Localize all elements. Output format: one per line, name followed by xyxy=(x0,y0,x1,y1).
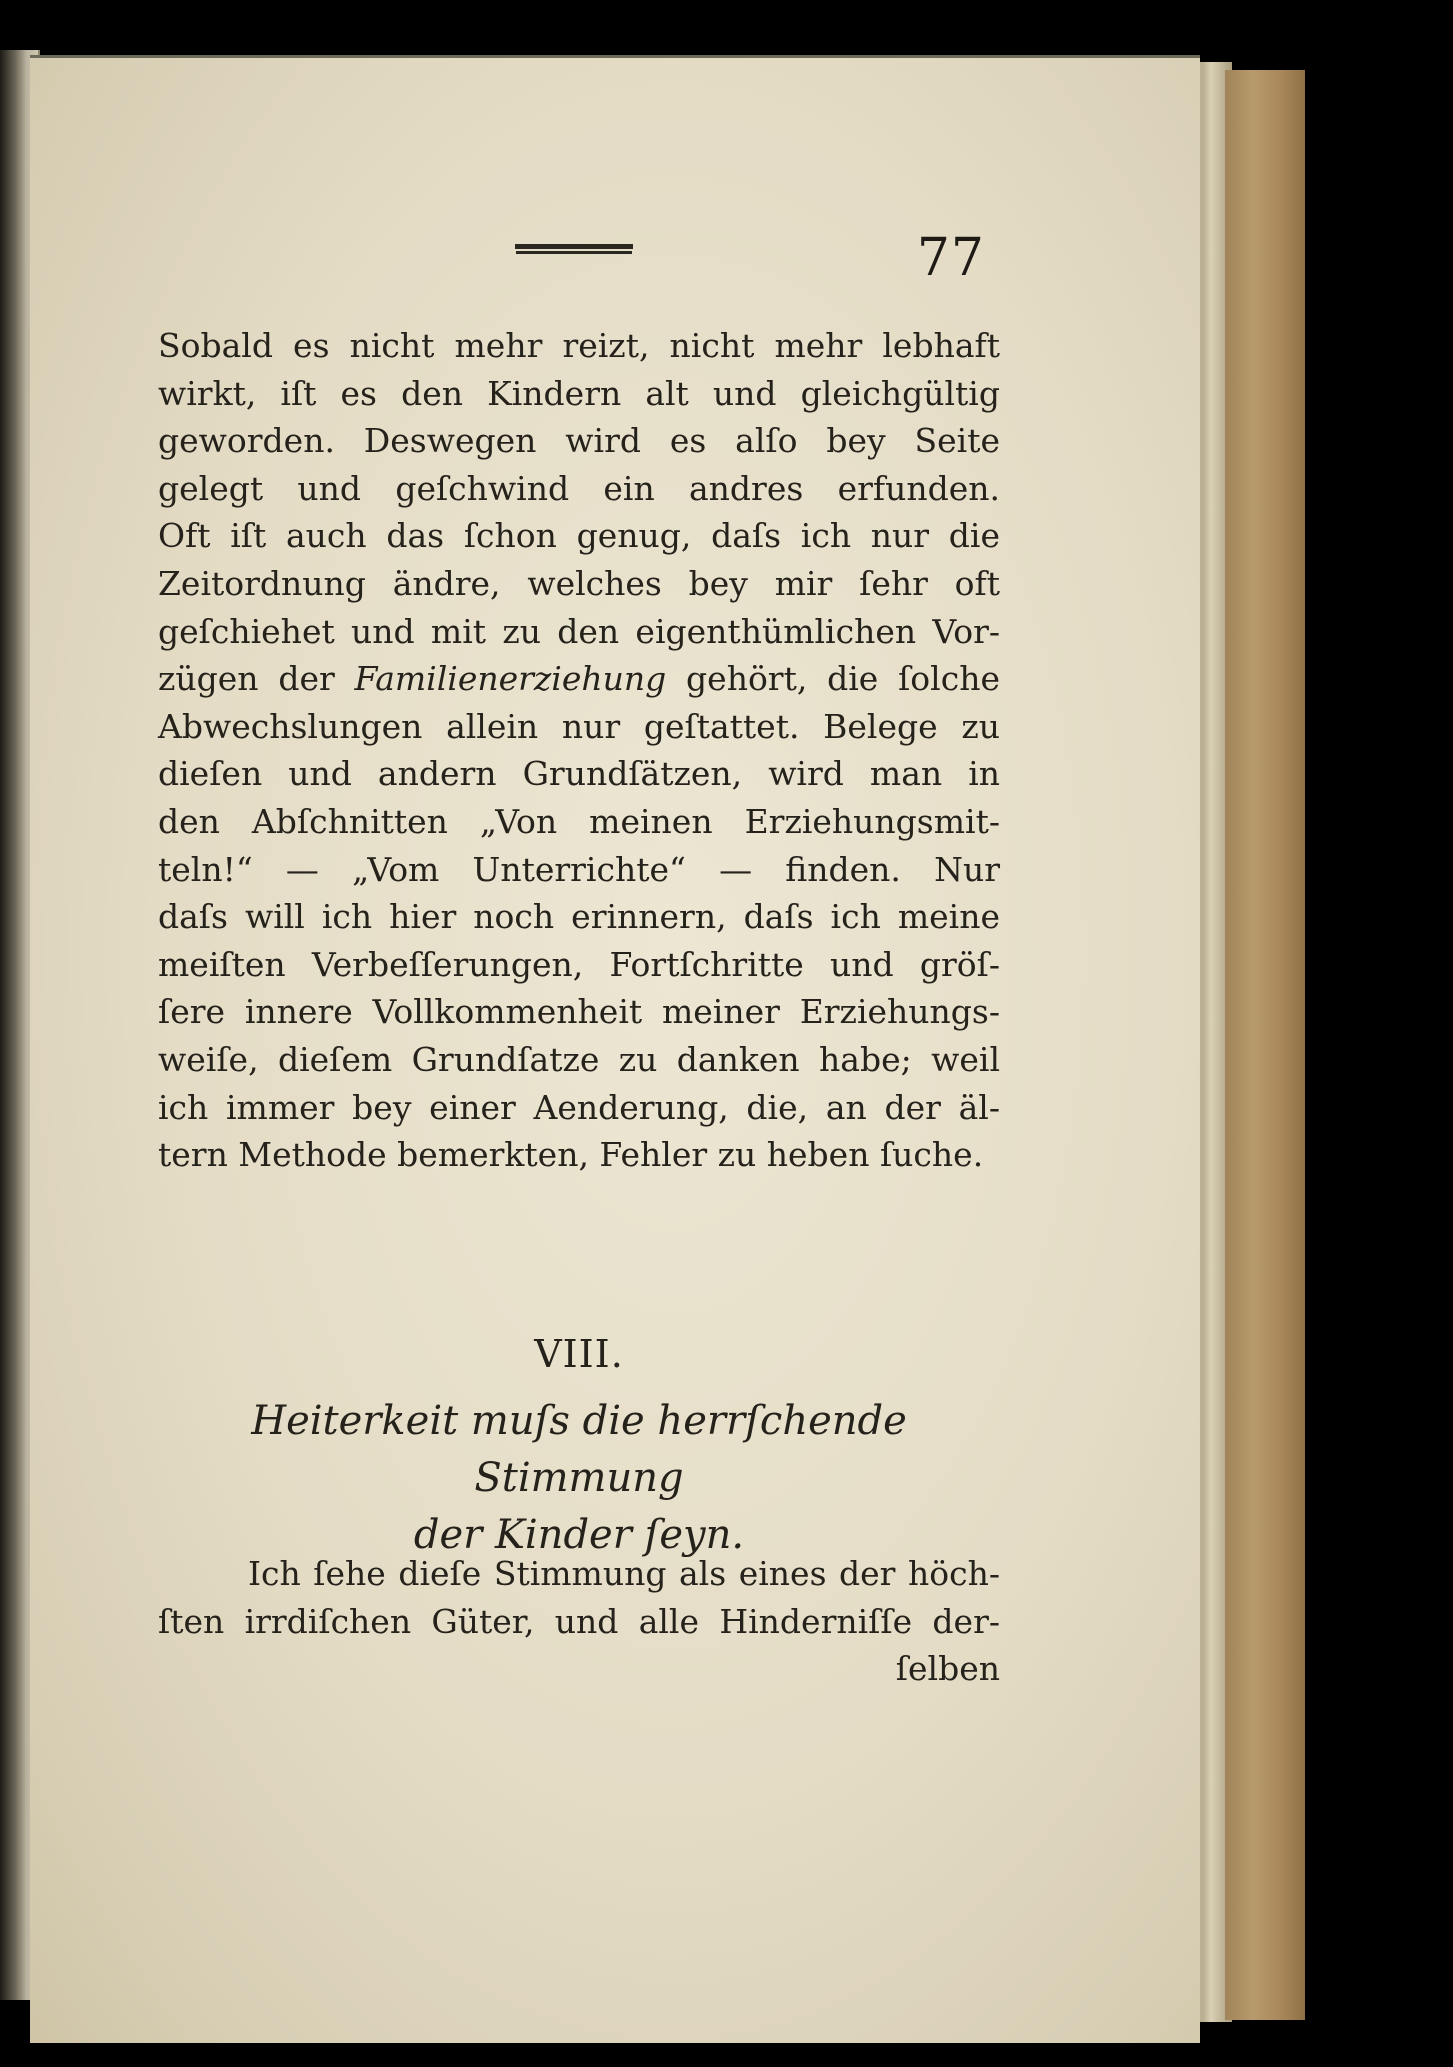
text-line: ſten irrdiſchen Güter, und alle Hinderniſſe der- xyxy=(158,1601,1000,1641)
section-title-line: Heiterkeit muſs die herrſchende Stimmung xyxy=(251,1398,907,1501)
text-line: geworden. Deswegen wird es alſo bey Seite xyxy=(158,421,1000,461)
page-number: 77 xyxy=(916,228,985,288)
text-line: Sobald es nicht mehr reizt, nicht mehr lebhaft xyxy=(158,326,1000,365)
line-text-after: gehört, die ſolche xyxy=(666,659,1000,699)
text-line: Zeitordnung ändre, welches bey mir ſehr oft xyxy=(158,563,1000,603)
catchword: ſelben xyxy=(895,1649,1000,1689)
text-line: ſere innere Vollkommenheit meiner Erziehungs- xyxy=(158,992,1000,1032)
paragraph-2 xyxy=(158,1550,1000,1693)
page-header xyxy=(505,228,985,288)
text-line: daſs will ich hier noch erinnern, daſs ich meine xyxy=(158,897,1000,937)
text-line: dieſen und andern Grundſätzen, wird man in xyxy=(158,754,1000,794)
section-title xyxy=(158,1393,1000,1564)
text-line-with-italic xyxy=(158,655,1000,703)
section-title-line: der Kinder ſeyn. xyxy=(413,1512,745,1558)
text-line: tern Methode bemerkten, Fehler zu heben ſuche. xyxy=(158,1135,984,1175)
section-number: VIII. xyxy=(534,1332,624,1376)
line-text-before: zügen der xyxy=(158,659,355,699)
text-line: meiſten Verbeſſerungen, Fortſchritte und gröſ- xyxy=(158,944,1000,984)
text-line: gelegt und geſchwind ein andres erfunden. xyxy=(158,468,1000,508)
text-line: geſchiehet und mit zu den eigenthümlichen Vor- xyxy=(158,611,1000,651)
text-line: weiſe, dieſem Grundſatze zu danken habe; weil xyxy=(158,1039,1000,1079)
book-cover-edge xyxy=(1225,70,1305,2020)
text-line: Oft iſt auch das ſchon genug, daſs ich nur die xyxy=(158,516,1000,556)
text-line: Abwechslungen allein nur geſtattet. Belege zu xyxy=(158,706,1000,746)
paragraph-1 xyxy=(158,322,1000,1179)
italic-term: Familienerziehung xyxy=(354,659,667,699)
text-line: wirkt, iſt es den Kindern alt und gleichgültig xyxy=(158,373,1000,413)
text-line: teln!“ — „Vom Unterrichte“ — finden. Nur xyxy=(158,849,1000,889)
text-line: Ich ſehe dieſe Stimmung als eines der höch- xyxy=(248,1554,1000,1593)
text-line: ich immer bey einer Aenderung, die, an der äl- xyxy=(158,1087,1000,1127)
header-rule-ornament xyxy=(515,244,633,249)
text-line: den Abſchnitten „Von meinen Erziehungsmit- xyxy=(158,801,1000,841)
